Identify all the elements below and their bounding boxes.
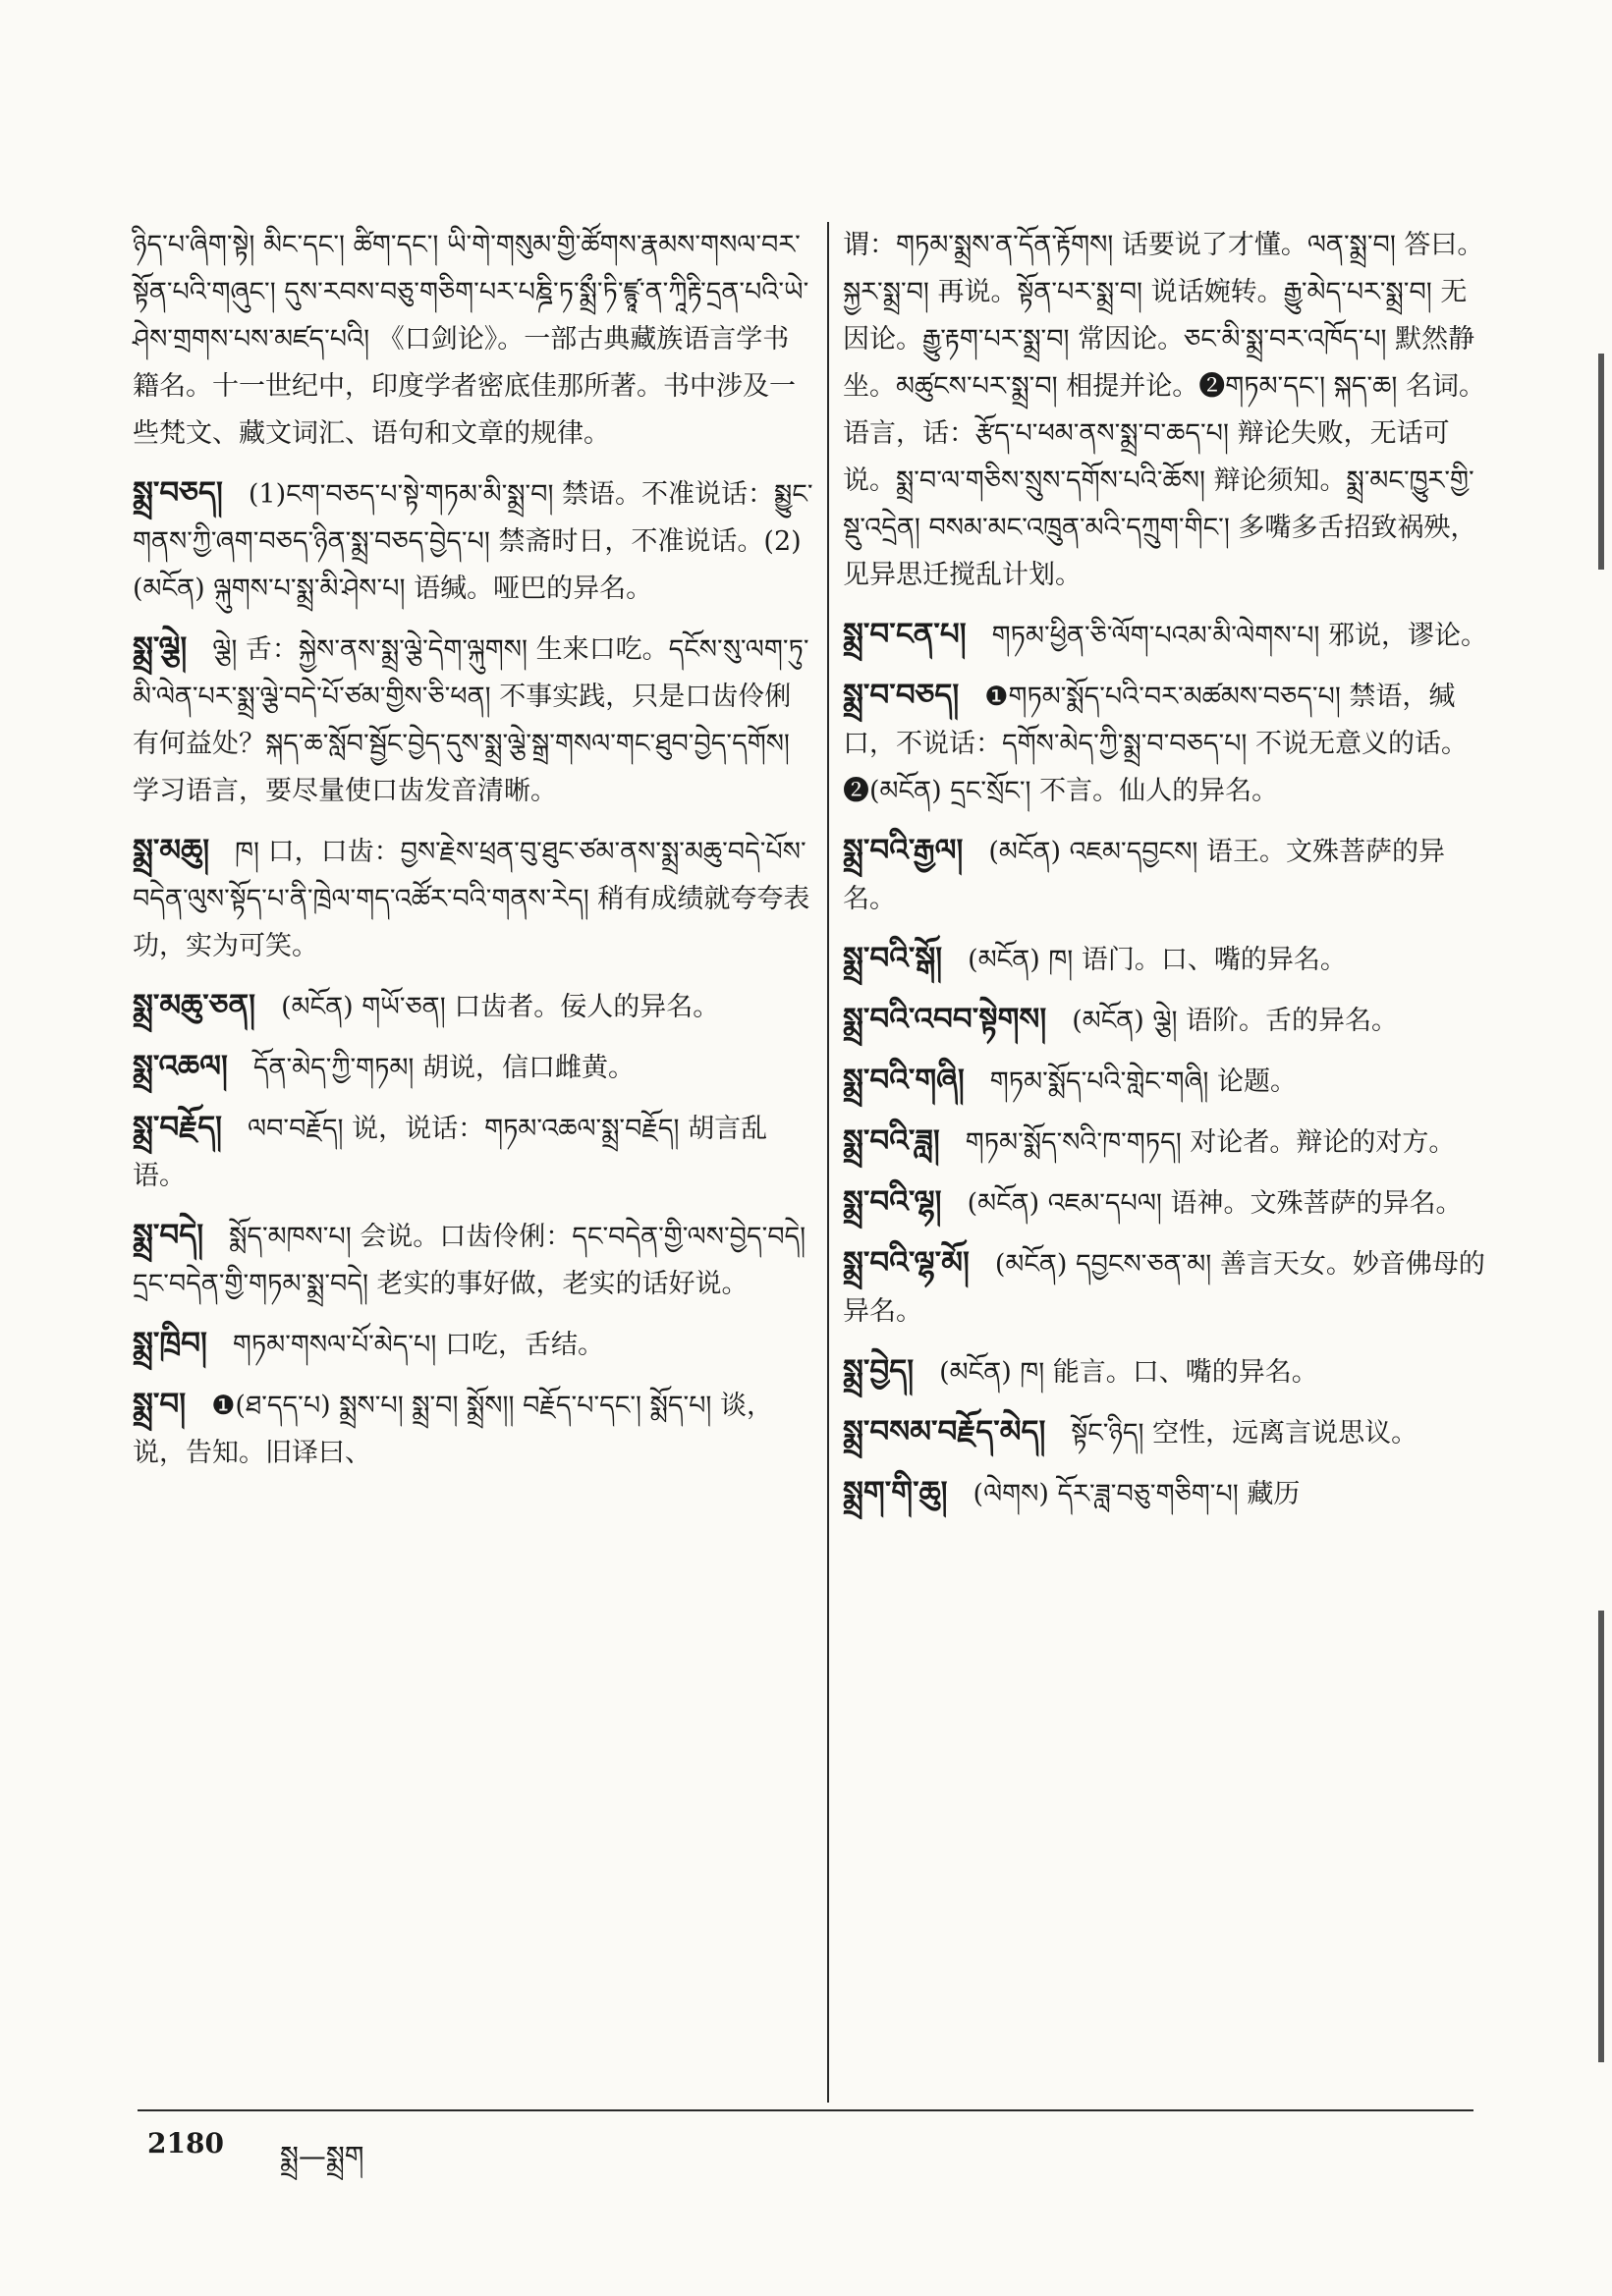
entry-definition: (མངོན) དབྱངས་ཅན་མ། 善言天女。妙音佛母的异名。	[843, 1249, 1485, 1327]
entry-headword: སྨྲ་བསམ་བརྗོད་མེད།	[843, 1414, 1046, 1449]
dictionary-entry	[133, 469, 815, 613]
dictionary-entry	[133, 1043, 815, 1092]
entry-definition: སྨོད་མཁས་པ། 会说。口齿伶俐：དང་བདེན་གྱི་ལས་བྱེད་བདེ། དྲང་བདེན་གྱི་གཏམ་སྨྲ་བདེ། 老实的事好做，老实的话好说。	[133, 1222, 806, 1299]
entry-definition: (མངོན) འཇམ་དཔལ། 语神。文殊菩萨的异名。	[967, 1188, 1463, 1219]
page-number: 2180	[147, 2127, 224, 2159]
dictionary-entry	[843, 222, 1491, 599]
entry-headword: སྨྲ་བྱེད།	[843, 1353, 915, 1389]
entry-headword: སྨྲ་བའི་ལྷ།	[843, 1184, 942, 1220]
dictionary-entry	[133, 1320, 815, 1369]
footer-rule	[138, 2109, 1473, 2111]
entry-headword: སྨྲ་བརྗོད།	[133, 1110, 223, 1145]
dictionary-entry	[133, 625, 815, 815]
running-head: སྨྲ—སྨྲག	[280, 2140, 364, 2172]
dictionary-entry	[843, 1118, 1491, 1167]
entry-definition: གཏམ་སྨོད་སའི་ཁ་གཏད། 对论者。辩论的对方。	[965, 1127, 1456, 1158]
entry-headword: སྨྲ་མཆུ་ཅན།	[133, 988, 256, 1023]
entry-definition: ལབ་བརྗོད། 说，说话：གཏམ་འཆལ་སྨྲ་བརྗོད། 胡言乱语。	[133, 1114, 768, 1191]
entry-headword: སྨྲ་བ་ངན་པ།	[843, 617, 967, 652]
dictionary-entry	[843, 827, 1491, 923]
entry-definition: ❶(ཐ་དད་པ) སྨྲས་པ། སྨྲ་བ། སྨྲོས།། བརྗོད་པ་དང་། སྨོད་པ། 谈，说，告知。旧译曰、	[133, 1391, 774, 1468]
dictionary-entry	[843, 1239, 1491, 1336]
entry-headword: སྨྲ་བ།	[133, 1387, 187, 1422]
dictionary-entry	[843, 1347, 1491, 1396]
entry-definition: ཁ། 口，口齿：བྱས་རྗེས་ཕྲན་བུ་ཐུང་ཙམ་ནས་སྨྲ་མཆུ་བདེ་པོས་བདེན་ལུས་སྟོད་པ་ནི་ཁྲེལ་གད་འཚོར་བའི་གནས་རེད། 稍有成绩就夸夸表功，实为可笑。	[133, 837, 810, 961]
scan-edge-marks	[1583, 0, 1612, 2296]
entry-definition: (ལེགས) དོར་ཟླ་བཅུ་གཅིག་པ། 藏历	[973, 1479, 1301, 1509]
entry-headword: སྨྲ་ལྕེ།	[133, 630, 188, 666]
entry-headword: སྨྲ་བའི་གཞི།	[843, 1063, 965, 1098]
dictionary-entry	[133, 982, 815, 1031]
right-column	[843, 222, 1491, 1530]
column-divider	[827, 222, 829, 2103]
dictionary-entry	[843, 1178, 1491, 1228]
dictionary-entry	[133, 222, 815, 458]
dictionary-entry	[133, 1212, 815, 1308]
entry-definition: (མངོན) གཡོ་ཅན། 口齿者。佞人的异名。	[281, 992, 720, 1022]
dictionary-entry	[133, 827, 815, 970]
left-column	[133, 222, 815, 1489]
entry-definition: ལྕེ། 舌：སྐྱེས་ནས་སྨྲ་ལྕེ་དེག་ལྐུགས། 生来口吃。དངོས་སུ་ལག་ཏུ་མི་ལེན་པར་སྨྲ་ལྕེ་བདེ་པོ་ཙམ་གྱིས་ཅི་ཕན། 不事实践，只是口齿伶俐有何益处？སྐད་ཆ་སློབ་སྦྱོང་བྱེད་དུས་སྨྲ་ལྕེ་སྒྲ་གསལ་གང་ཐུབ་བྱེད་དགོས། 学习语言，要尽量使口齿发音清晰。	[133, 634, 809, 806]
entry-headword: སྨྲ་བའི་ལྷ་མོ།	[843, 1245, 970, 1281]
entry-headword: སྨྲ་འཆལ།	[133, 1049, 228, 1084]
entry-definition: 谓：གཏམ་སྨྲས་ན་དོན་རྟོགས། 话要说了才懂。ལན་སྨྲ་བ། 答曰。སྐྱར་སྨྲ་བ། 再说。སྟོན་པར་སྨྲ་བ། 说话婉转。རྒྱུ་མེད་པར་སྨྲ་བ། 无因论。རྒྱུ་རྟག་པར་སྨྲ་བ། 常因论。ཅང་མི་སྨྲ་བར་འཁོད་པ། 默然静坐。མཚུངས་པར་སྨྲ་བ། 相提并论。❷གཏམ་དང་། སྐད་ཆ། 名词。语言，话：རྩོད་པ་ཕམ་ནས་སྨྲ་བ་ཆད་པ། 辩论失败，无话可说。སྨྲ་བ་ལ་གཅིས་སྲུས་དགོས་པའི་ཆོས། 辩论须知。སྨྲ་མང་ཁྱུར་གྱི་སྡུ་འདྲེན། བསམ་མང་འཁྲུན་མའི་དཀྲུག་གིང་། 多嘴多舌招致祸殃，见异思迁搅乱计划。	[843, 230, 1485, 590]
dictionary-entry	[843, 935, 1491, 984]
entry-headword: སྨྲ་བའི་འབབ་སྟེགས།	[843, 1002, 1047, 1037]
dictionary-entry	[843, 1057, 1491, 1106]
entry-definition: དོན་མེད་ཀྱི་གཏམ། 胡说，信口雌黄。	[252, 1053, 635, 1083]
entry-headword: སྨྲ་བ་བཅད།	[843, 678, 960, 713]
entry-definition: (1)ངག་བཅད་པ་སྟེ་གཏམ་མི་སྨྲ་བ། 禁语。不准说话：སྨྱུང་གནས་ཀྱི་ཞག་བཅད་ཉིན་སྨྲ་བཅད་བྱེད་པ། 禁斋时日，不准说话。(2)(མངོན) ལྐུགས་པ་སྨྲ་མི་ཤེས་པ། 语缄。哑巴的异名。	[133, 479, 813, 604]
entry-definition: (མངོན) ཁ། 能言。口、嘴的异名。	[939, 1357, 1318, 1388]
entry-headword: སྨྲ་བདེ།	[133, 1218, 204, 1253]
dictionary-entry	[843, 1469, 1491, 1518]
dictionary-entry	[133, 1381, 815, 1477]
entry-definition: སྟོང་ཉིད། 空性，远离言说思议。	[1071, 1418, 1418, 1449]
entry-definition: གཏམ་སྨོད་པའི་གླེང་གཞི། 论题。	[989, 1066, 1297, 1097]
entry-headword: སྨྲག་གི་ཆུ།	[843, 1475, 948, 1510]
entry-headword: སྨྲ་བའི་སྒོ།	[843, 941, 943, 976]
entry-definition: (མངོན) འཇམ་དབྱངས། 语王。文殊菩萨的异名。	[843, 837, 1446, 914]
entry-headword: སྨྲ་མཆུ།	[133, 833, 210, 868]
entry-definition: ཉིད་པ་ཞིག་སྟེ། མིང་དང་། ཚིག་དང་། ཡི་གེ་གསུམ་གྱི་ཚོགས་རྣམས་གསལ་བར་སྟོན་པའི་གཞུང་། དུས་རབས་བཅུ་གཅིག་པར་པཎྜི་ཏ་སྨྲྀ་ཏི་ཛྙཱ་ན་ཀཱིརྟི་དྲན་པའི་ཡེ་ཤེས་གྲགས་པས་མཛད་པའི། 《口剑论》。一部古典藏族语言学书籍名。十一世纪中，印度学者密底佳那所著。书中涉及一些梵文、藏文词汇、语句和文章的规律。	[133, 230, 809, 449]
dictionary-entry	[843, 1408, 1491, 1457]
entry-definition: ❶གཏམ་སྨོད་པའི་བར་མཚམས་བཅད་པ། 禁语，缄口，不说话：དགོས་མེད་ཀྱི་སྨྲ་བ་བཅད་པ། 不说无意义的话。❷(མངོན) དྲང་སྲོང་། 不言。仙人的异名。	[843, 682, 1469, 806]
entry-headword: སྨྲ་ཁྲིབ།	[133, 1326, 207, 1361]
entry-definition: གཏམ་གསལ་པོ་མེད་པ། 口吃，舌结。	[232, 1330, 604, 1360]
dictionary-entry	[133, 1104, 815, 1200]
entry-definition: (མངོན) ལྕེ། 语阶。舌的异名。	[1072, 1006, 1399, 1036]
entry-headword: སྨྲ་བའི་ཟླ།	[843, 1123, 940, 1159]
dictionary-entry	[843, 996, 1491, 1045]
entry-headword: སྨྲ་བཅད།	[133, 475, 223, 511]
dictionary-entry	[843, 672, 1491, 815]
entry-definition: གཏམ་ཕྱིན་ཅི་ལོག་པའམ་མི་ལེགས་པ། 邪说，谬论。	[991, 621, 1487, 651]
dictionary-entry	[843, 611, 1491, 660]
entry-definition: (མངོན) ཁ། 语门。口、嘴的异名。	[968, 945, 1347, 975]
entry-headword: སྨྲ་བའི་རྒྱལ།	[843, 833, 964, 868]
